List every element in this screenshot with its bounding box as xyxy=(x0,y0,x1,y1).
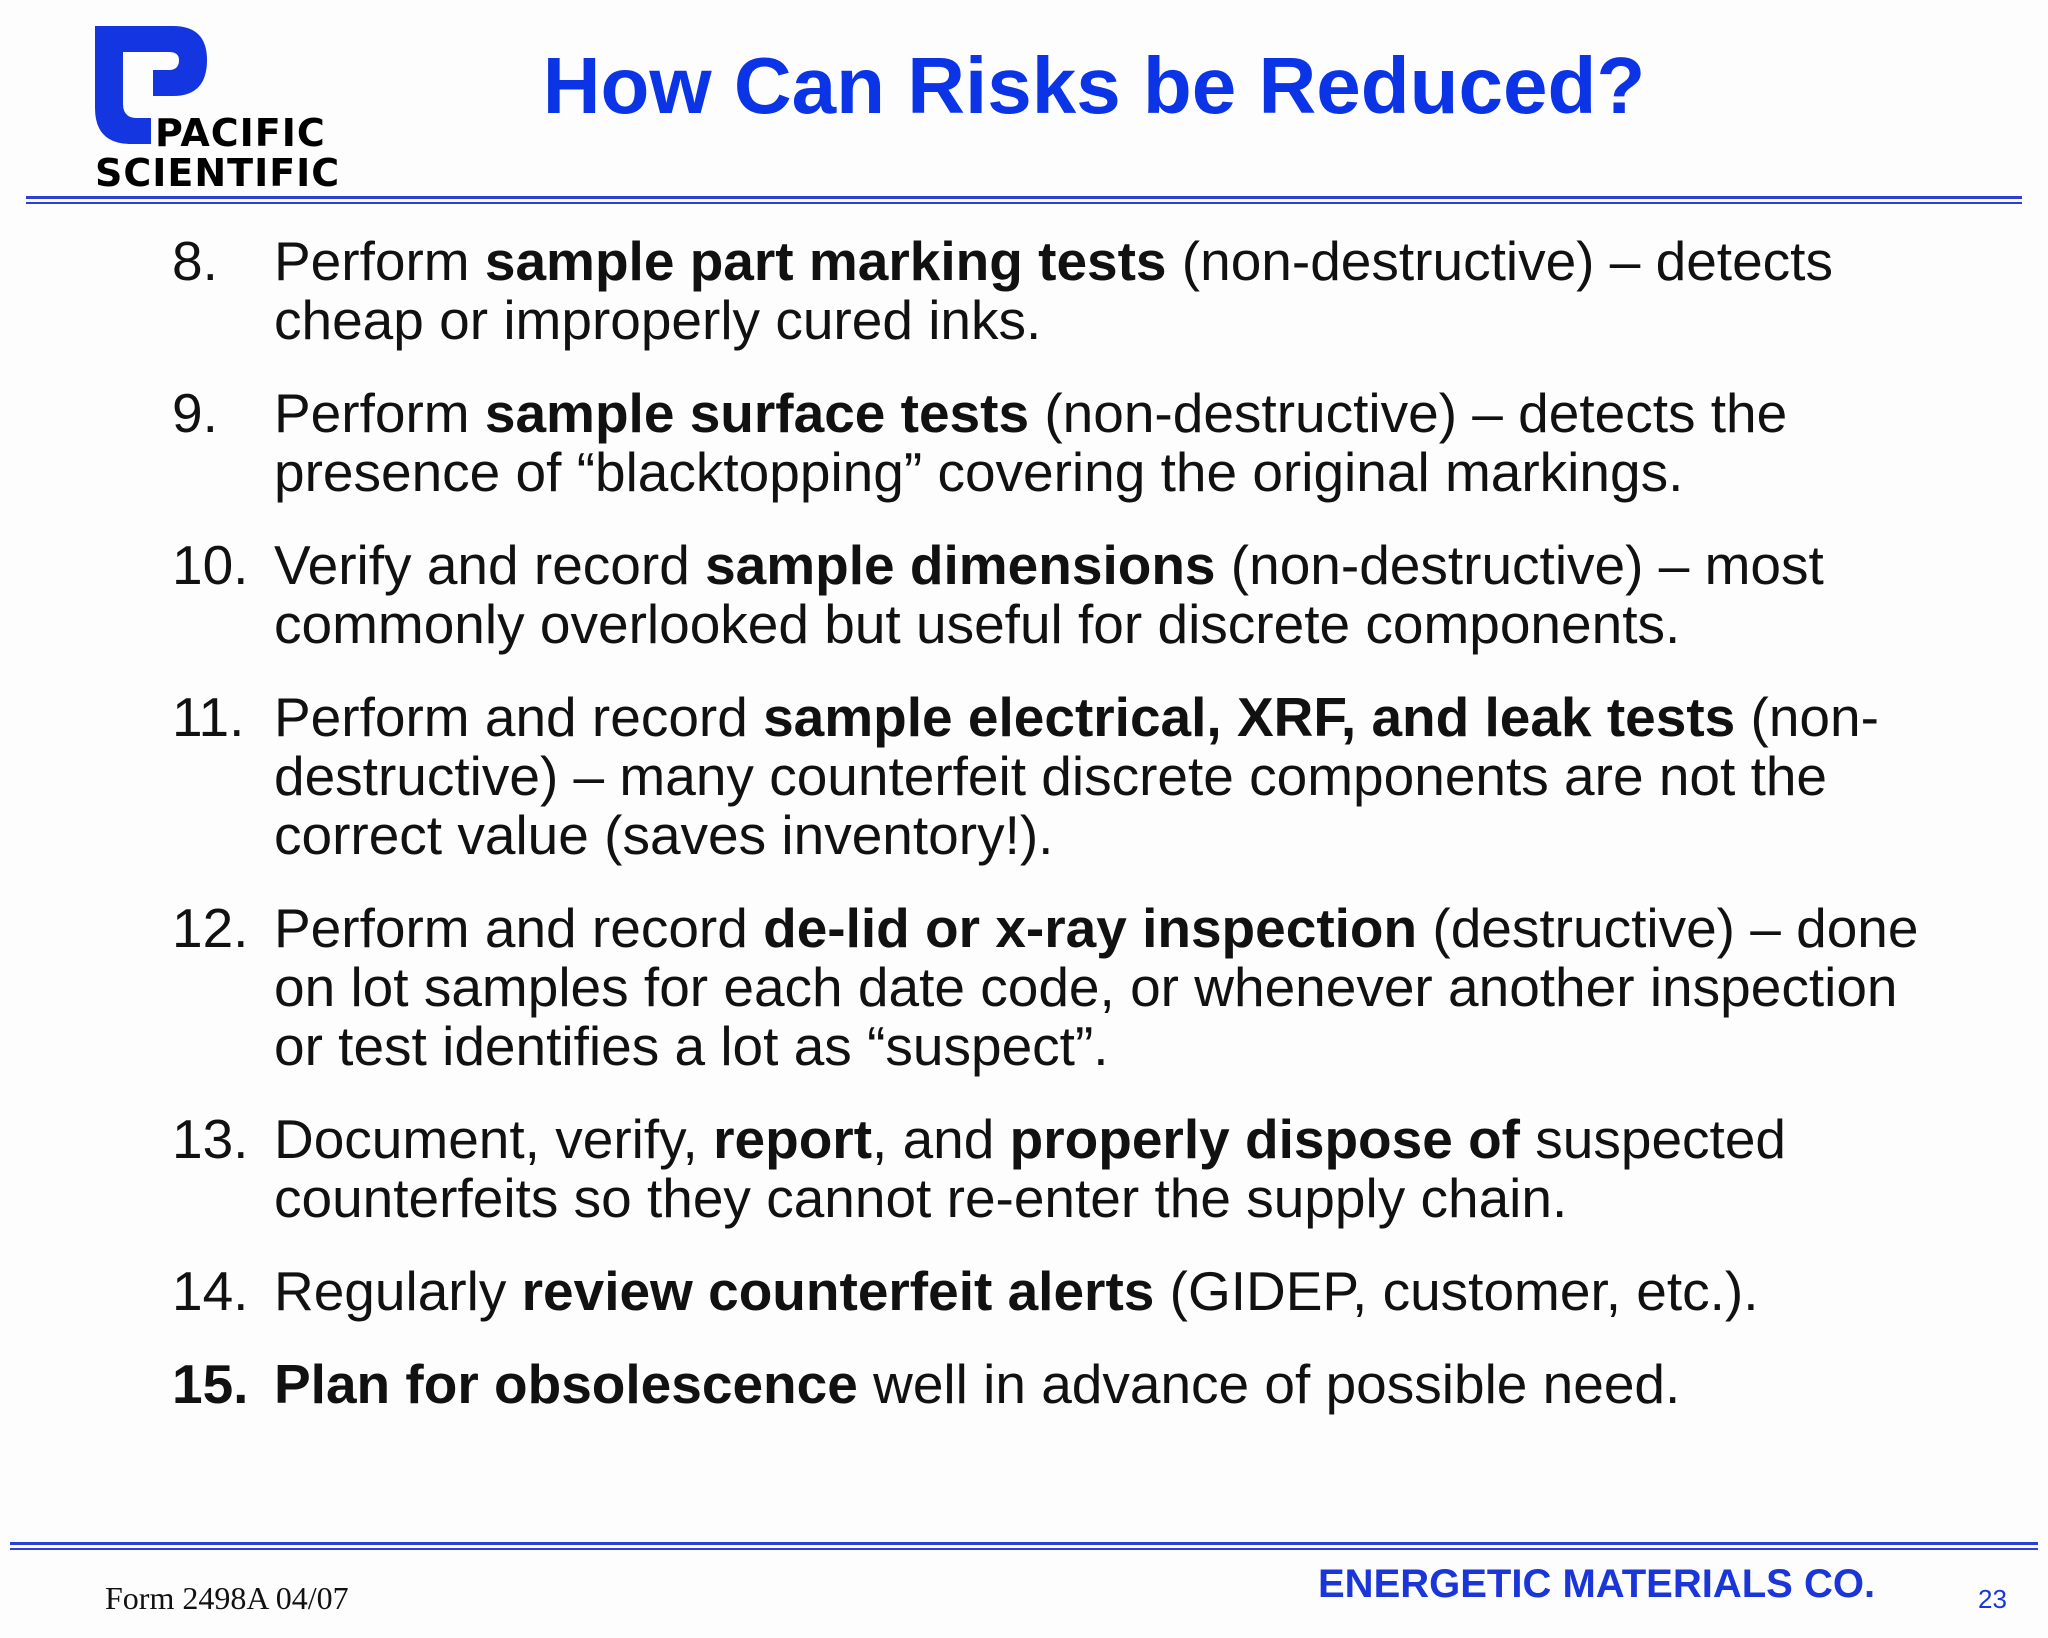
item-number: 14. xyxy=(172,1260,249,1322)
footer-rule-bottom xyxy=(10,1548,2038,1550)
list-item xyxy=(172,1262,1932,1321)
item-text-segment: (non-destructive) – many counterfeit discrete components are not the correct value (saves inventory!). xyxy=(274,686,1879,866)
item-text-segment: Verify and record xyxy=(274,534,706,596)
item-number: 9. xyxy=(172,382,218,444)
item-number: 8. xyxy=(172,230,218,292)
item-text xyxy=(274,232,1932,350)
item-emphasis: report xyxy=(713,1108,873,1170)
item-text-segment: Document, verify, xyxy=(274,1108,714,1170)
item-number: 13. xyxy=(172,1108,249,1170)
item-text-segment: (GIDEP, customer, etc.). xyxy=(1154,1260,1759,1322)
item-text-segment: (non-destructive) – detects cheap or improperly cured inks. xyxy=(274,230,1833,351)
item-emphasis: sample dimensions xyxy=(705,534,1216,596)
item-text xyxy=(274,1355,1932,1414)
item-number: 12. xyxy=(172,897,249,959)
item-text-segment: (non-destructive) – most commonly overlooked but useful for discrete components. xyxy=(274,534,1824,655)
item-text xyxy=(274,384,1932,502)
risk-list xyxy=(172,232,1932,1448)
item-number: 11. xyxy=(172,686,245,748)
item-text-segment: Perform and record xyxy=(274,686,764,748)
logo-line-1: PACIFIC xyxy=(155,111,326,155)
list-item xyxy=(172,1355,1932,1414)
list-item xyxy=(172,232,1932,350)
item-emphasis: sample surface tests xyxy=(484,382,1030,444)
item-text xyxy=(274,536,1932,654)
item-number: 15. xyxy=(172,1353,249,1415)
item-emphasis: Plan for obsolescence xyxy=(274,1353,858,1415)
item-text-segment: Perform and record xyxy=(274,897,764,959)
item-emphasis: review counterfeit alerts xyxy=(521,1260,1155,1322)
item-text-segment: Perform xyxy=(274,382,485,444)
item-text-segment: (destructive) – done on lot samples for each date code, or whenever another inspection or test identifies a lot as “suspect”. xyxy=(274,897,1919,1077)
item-emphasis: sample part marking tests xyxy=(484,230,1167,292)
item-text-segment: (non-destructive) – detects the presence of “blacktopping” covering the original markings. xyxy=(274,382,1788,503)
item-text-segment: Regularly xyxy=(274,1260,522,1322)
item-text-segment: well in advance of possible need. xyxy=(857,1353,1681,1415)
list-item xyxy=(172,536,1932,654)
list-item xyxy=(172,384,1932,502)
item-text xyxy=(274,1110,1932,1228)
company-name: ENERGETIC MATERIALS CO. xyxy=(1318,1562,1876,1606)
item-emphasis: de-lid or x-ray inspection xyxy=(763,897,1418,959)
item-text-segment: suspected counterfeits so they cannot re-enter the supply chain. xyxy=(274,1108,1787,1229)
form-number: Form 2498A 04/07 xyxy=(105,1580,349,1616)
item-text xyxy=(274,1262,1932,1321)
list-item xyxy=(172,1110,1932,1228)
item-text-segment: Perform xyxy=(274,230,485,292)
list-item xyxy=(172,899,1932,1076)
item-emphasis: properly dispose of xyxy=(1009,1108,1521,1170)
list-item xyxy=(172,688,1932,865)
item-text-segment: , and xyxy=(872,1108,1010,1170)
header-rule-bottom xyxy=(26,202,2022,204)
page-number: 23 xyxy=(1978,1584,2007,1614)
slide-title: How Can Risks be Reduced? xyxy=(542,41,1646,130)
header-rule-top xyxy=(26,196,2022,199)
item-emphasis: sample electrical, XRF, and leak tests xyxy=(763,686,1736,748)
item-number: 10. xyxy=(172,534,249,596)
footer-rule-top xyxy=(10,1542,2038,1545)
item-text xyxy=(274,899,1932,1076)
logo-line-2: SCIENTIFIC xyxy=(95,151,341,195)
item-text xyxy=(274,688,1932,865)
